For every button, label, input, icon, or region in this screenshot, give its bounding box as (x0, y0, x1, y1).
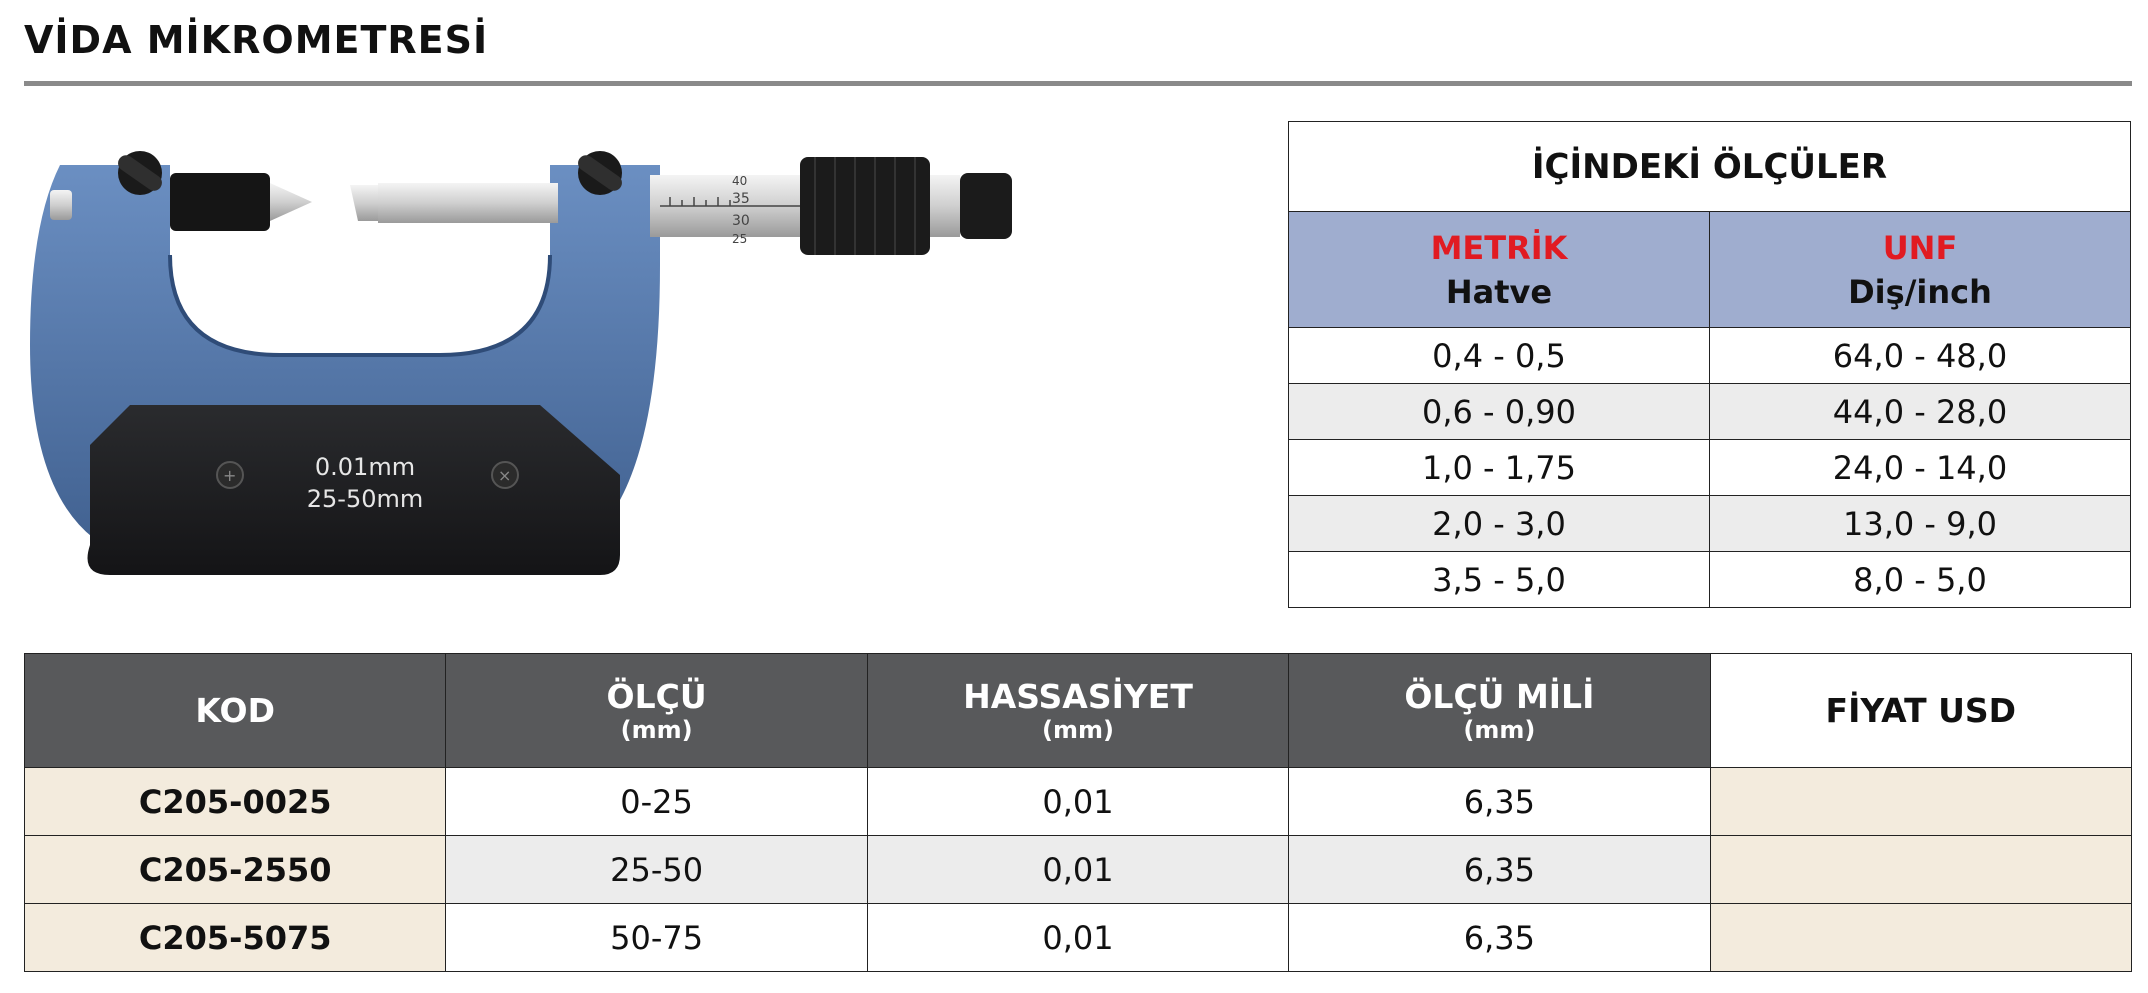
product-price (1710, 768, 2131, 836)
unf-cell: 13,0 - 9,0 (1710, 496, 2131, 552)
table-row (25, 836, 2132, 904)
table-row (25, 904, 2132, 972)
product-table (24, 653, 2132, 972)
scale-mark: 35 (732, 191, 750, 207)
table-row (1289, 552, 2131, 608)
header-price-label: FİYAT USD (1825, 690, 2017, 730)
table-row (1289, 440, 2131, 496)
header-range (446, 654, 867, 768)
product-price (1710, 836, 2131, 904)
product-precision: 0,01 (867, 768, 1288, 836)
title-divider (24, 81, 2132, 86)
unf-label: UNF (1882, 228, 1958, 267)
page-title: VİDA MİKROMETRESİ (24, 18, 489, 62)
header-precision-unit: (mm) (1042, 715, 1114, 744)
measurement-table (1288, 121, 2131, 608)
header-code-label: KOD (195, 690, 275, 730)
svg-text:×: × (498, 466, 512, 485)
anvil (170, 173, 270, 231)
product-precision: 0,01 (867, 836, 1288, 904)
header-shaft (1289, 654, 1710, 768)
product-shaft: 6,35 (1289, 904, 1710, 972)
product-price (1710, 904, 2131, 972)
product-code: C205-5075 (25, 904, 446, 972)
unf-cell: 44,0 - 28,0 (1710, 384, 2131, 440)
scale-mark: 40 (732, 174, 748, 188)
product-code: C205-2550 (25, 836, 446, 904)
threads-per-inch-label: Diş/inch (1848, 272, 1992, 311)
unf-column-header (1710, 212, 2131, 328)
metric-cell: 1,0 - 1,75 (1289, 440, 1710, 496)
header-code (25, 654, 446, 768)
product-range: 0-25 (446, 768, 867, 836)
header-precision (867, 654, 1288, 768)
header-range-label: ÖLÇÜ (606, 676, 707, 716)
plate-label-precision: 0.01mm (314, 453, 416, 481)
scale-mark: 25 (732, 232, 748, 246)
metric-cell: 2,0 - 3,0 (1289, 496, 1710, 552)
plate-label-range: 25-50mm (306, 485, 424, 513)
product-shaft: 6,35 (1289, 836, 1710, 904)
product-range: 50-75 (446, 904, 867, 972)
header-shaft-label: ÖLÇÜ MİLİ (1404, 676, 1595, 716)
unf-cell: 24,0 - 14,0 (1710, 440, 2131, 496)
table-row (1289, 496, 2131, 552)
unf-cell: 64,0 - 48,0 (1710, 328, 2131, 384)
product-range: 25-50 (446, 836, 867, 904)
scale-mark: 30 (732, 213, 750, 229)
metric-cell: 0,6 - 0,90 (1289, 384, 1710, 440)
pitch-label: Hatve (1445, 272, 1553, 311)
product-shaft: 6,35 (1289, 768, 1710, 836)
metric-column-header (1289, 212, 1710, 328)
metric-cell: 0,4 - 0,5 (1289, 328, 1710, 384)
screw-thread-micrometer-image (20, 145, 1020, 595)
header-precision-label: HASSASİYET (963, 676, 1193, 716)
unf-cell: 8,0 - 5,0 (1710, 552, 2131, 608)
table-row (1289, 328, 2131, 384)
product-precision: 0,01 (867, 904, 1288, 972)
ratchet (960, 173, 1012, 239)
product-code: C205-0025 (25, 768, 446, 836)
header-range-unit: (mm) (620, 715, 693, 744)
table-row (1289, 384, 2131, 440)
svg-text:+: + (223, 466, 237, 485)
spindle (378, 183, 558, 223)
thimble (800, 157, 930, 255)
metric-cell: 3,5 - 5,0 (1289, 552, 1710, 608)
table-row (25, 768, 2132, 836)
measurement-table-title: İÇİNDEKİ ÖLÇÜLER (1289, 122, 2131, 212)
header-price (1710, 654, 2131, 768)
header-shaft-unit: (mm) (1463, 715, 1536, 744)
metric-label: METRİK (1430, 228, 1568, 267)
